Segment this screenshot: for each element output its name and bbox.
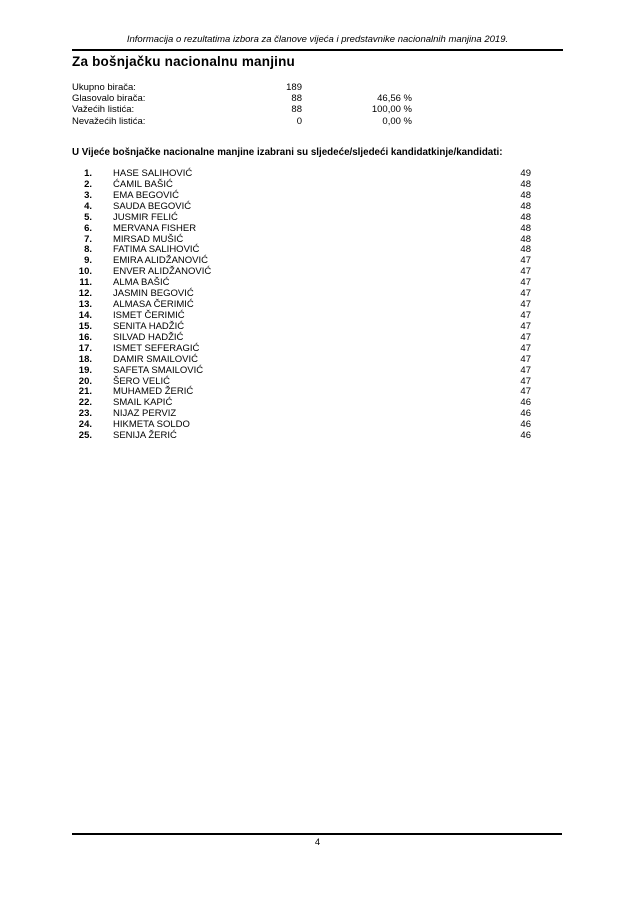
footer-divider <box>72 833 562 835</box>
candidate-votes: 47 <box>520 299 531 311</box>
candidate-votes: 46 <box>520 430 531 442</box>
candidate-votes: 47 <box>520 342 531 354</box>
candidate-votes: 47 <box>520 255 531 267</box>
candidate-rank: 4. <box>84 200 92 212</box>
document-header-running-title: Informacija o rezultatima izbora za članove vijeća i predstavnike nacionalnih manjina 2019. <box>72 34 563 51</box>
candidate-rank: 17. <box>78 342 92 354</box>
candidate-name: HASE SALIHOVIĆ <box>113 168 193 179</box>
stats-row <box>72 104 563 115</box>
candidate-name: SENITA HADŽIĆ <box>113 320 185 332</box>
candidate-name: MIRSAD MUŠIĆ <box>113 233 184 245</box>
candidate-votes: 46 <box>520 397 531 409</box>
candidate-votes: 47 <box>520 331 531 343</box>
stats-value: 88 <box>291 93 302 105</box>
candidate-name: ALMASA ČERIMIĆ <box>113 299 194 311</box>
candidate-rank: 19. <box>78 364 92 376</box>
candidate-rank: 15. <box>78 320 92 332</box>
stats-label: Ukupno birača: <box>72 82 136 93</box>
candidate-rank: 22. <box>78 397 92 409</box>
candidate-rank: 11. <box>79 277 92 289</box>
candidate-name: SILVAD HADŽIĆ <box>113 331 184 343</box>
stats-label: Nevažećih listića: <box>72 115 146 127</box>
candidate-rank: 3. <box>84 189 92 201</box>
candidate-rank: 14. <box>78 309 92 321</box>
candidate-rank: 23. <box>78 408 92 420</box>
candidate-votes: 47 <box>520 320 531 332</box>
candidate-name: JUSMIR FELIĆ <box>113 211 178 223</box>
candidate-name: SMAIL KAPIĆ <box>113 397 173 409</box>
candidate-votes: 47 <box>520 277 531 289</box>
candidate-votes: 46 <box>520 408 531 420</box>
candidate-rank: 5. <box>84 211 92 223</box>
candidate-votes: 48 <box>520 189 531 201</box>
candidate-name: ŠERO VELIĆ <box>113 375 171 387</box>
candidate-name: ALMA BAŠIĆ <box>113 277 170 289</box>
candidate-name: HIKMETA SOLDO <box>113 419 190 431</box>
candidate-name: FATIMA SALIHOVIĆ <box>113 244 200 256</box>
candidate-votes: 47 <box>520 364 531 376</box>
candidate-votes: 47 <box>520 309 531 321</box>
candidate-name: SAUDA BEGOVIĆ <box>113 200 192 212</box>
candidate-row <box>72 213 531 224</box>
page-number: 4 <box>314 837 321 848</box>
stats-row <box>72 116 563 127</box>
candidate-rank: 7. <box>84 233 92 245</box>
stats-percent: 46,56 % <box>377 93 412 105</box>
candidate-results-list <box>72 169 531 442</box>
candidate-rank: 9. <box>84 255 92 267</box>
candidate-rank: 12. <box>78 288 92 300</box>
candidate-rank: 21. <box>78 386 92 398</box>
candidate-name: MERVANA FISHER <box>113 222 197 234</box>
elected-candidates-intro: U Vijeće bošnjačke nacionalne manjine izabrani su sljedeće/sljedeći kandidatkinje/kandidati: <box>72 147 503 158</box>
candidate-name: ISMET ČERIMIĆ <box>113 309 185 321</box>
candidate-row <box>72 431 531 442</box>
candidate-name: DAMIR SMAILOVIĆ <box>113 353 198 365</box>
stats-value: 189 <box>286 82 302 93</box>
candidate-votes: 48 <box>520 244 531 256</box>
candidate-rank: 10. <box>78 266 92 278</box>
candidate-rank: 6. <box>84 222 92 234</box>
candidate-votes: 46 <box>520 419 531 431</box>
candidate-rank: 8. <box>84 244 92 256</box>
candidate-rank: 13. <box>78 299 92 311</box>
ballot-stats-table <box>72 82 563 127</box>
candidate-rank: 20. <box>78 375 92 387</box>
candidate-votes: 47 <box>520 375 531 387</box>
candidate-name: ENVER ALIDŽANOVIĆ <box>113 266 212 278</box>
candidate-votes: 48 <box>520 200 531 212</box>
candidate-rank: 16. <box>78 331 92 343</box>
candidate-votes: 48 <box>520 211 531 223</box>
stats-value: 88 <box>291 104 302 116</box>
candidate-rank: 1. <box>84 168 92 179</box>
candidate-name: SAFETA SMAILOVIĆ <box>113 364 204 376</box>
candidate-row <box>72 224 531 235</box>
candidate-name: JASMIN BEGOVIĆ <box>113 288 194 300</box>
candidate-rank: 25. <box>78 430 92 442</box>
candidate-name: EMIRA ALIDŽANOVIĆ <box>113 255 209 267</box>
candidate-votes: 48 <box>520 233 531 245</box>
candidate-votes: 47 <box>520 386 531 398</box>
stats-label: Glasovalo birača: <box>72 93 146 105</box>
candidate-name: ISMET SEFERAGIĆ <box>113 342 200 354</box>
candidate-rank: 24. <box>78 419 92 431</box>
page-title: Za bošnjačku nacionalnu manjinu <box>72 54 295 69</box>
stats-percent <box>302 82 412 93</box>
candidate-votes: 47 <box>520 353 531 365</box>
candidate-votes: 47 <box>520 266 531 278</box>
candidate-rank: 18. <box>78 353 92 365</box>
candidate-name: EMA BEGOVIĆ <box>113 189 179 201</box>
candidate-name: MUHAMED ŽERIĆ <box>113 386 194 398</box>
candidate-name: ĆAMIL BAŠIĆ <box>113 178 173 190</box>
candidate-votes: 48 <box>520 178 531 190</box>
stats-row <box>72 82 563 93</box>
candidate-name: NIJAZ PERVIZ <box>113 408 177 420</box>
candidate-votes: 49 <box>520 168 531 179</box>
candidate-votes: 48 <box>520 222 531 234</box>
candidate-votes: 47 <box>520 288 531 300</box>
candidate-row <box>72 366 531 377</box>
stats-percent: 100,00 % <box>371 104 412 116</box>
stats-percent: 0,00 % <box>382 115 412 127</box>
candidate-name: SENIJA ŽERIĆ <box>113 430 177 442</box>
candidate-row <box>72 355 531 366</box>
stats-value: 0 <box>296 115 302 127</box>
stats-label: Važećih listića: <box>72 104 135 116</box>
candidate-rank: 2. <box>84 178 92 190</box>
stats-row <box>72 93 563 104</box>
